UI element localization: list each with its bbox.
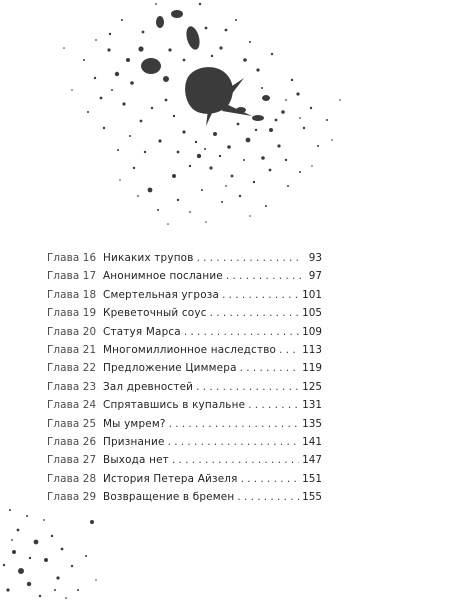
chapter-title: Выхода нет [103, 454, 169, 467]
page-number: 113 [302, 343, 322, 356]
chapter-number: Глава 18 [47, 288, 97, 301]
toc-entry[interactable] [47, 267, 322, 285]
dot-leader [210, 304, 300, 322]
dot-leader [237, 488, 299, 506]
toc-entry[interactable] [47, 323, 322, 341]
page-number: 119 [302, 362, 322, 375]
title-and-leader [103, 267, 304, 285]
chapter-number: Глава 20 [47, 325, 97, 338]
toc-entry[interactable] [47, 433, 322, 451]
dot-leader [248, 396, 299, 414]
title-and-leader [103, 433, 302, 451]
toc-entry[interactable] [47, 396, 322, 414]
chapter-number: Глава 27 [47, 454, 97, 467]
title-and-leader [103, 396, 302, 414]
title-and-leader [103, 378, 302, 396]
dot-leader [279, 341, 299, 359]
title-and-leader [103, 451, 302, 469]
page-number: 151 [302, 472, 322, 485]
title-and-leader [103, 470, 302, 488]
title-and-leader [103, 488, 302, 506]
page-number: 135 [302, 417, 322, 430]
page-number: 125 [302, 380, 322, 393]
title-and-leader [103, 249, 304, 267]
chapter-number: Глава 29 [47, 491, 97, 504]
title-and-leader [103, 415, 302, 433]
page-number: 147 [302, 454, 322, 467]
page-number: 93 [308, 252, 322, 264]
chapter-number: Глава 23 [47, 380, 97, 393]
page-number: 101 [302, 288, 322, 301]
page-number: 155 [302, 491, 322, 504]
dot-leader [240, 359, 300, 377]
chapter-number: Глава 21 [47, 343, 97, 356]
dot-leader [172, 451, 299, 469]
title-and-leader [103, 323, 302, 341]
chapter-title: Смертельная угроза [103, 288, 220, 301]
chapter-number: Глава 24 [47, 399, 97, 412]
chapter-title: Возвращение в бремен [103, 491, 235, 504]
chapter-title: Спрятавшись в купальне [103, 399, 246, 412]
toc-entry[interactable] [47, 415, 322, 433]
page-number: 105 [302, 307, 322, 320]
dot-leader [169, 415, 300, 433]
chapter-number: Глава 19 [47, 307, 97, 320]
dot-leader [226, 267, 301, 285]
toc-entry[interactable] [47, 359, 322, 377]
dot-leader [196, 378, 299, 396]
toc-entry[interactable] [47, 286, 322, 304]
chapter-number: Глава 17 [47, 270, 97, 283]
table-of-contents [47, 249, 322, 506]
chapter-title: Креветочный соус [103, 307, 207, 320]
chapter-title: Статуя Марса [103, 325, 181, 338]
chapter-title: Признание [103, 435, 165, 448]
page-number: 131 [302, 399, 322, 412]
chapter-title: Многомиллионное наследство [103, 343, 277, 356]
toc-entry[interactable] [47, 470, 322, 488]
chapter-number: Глава 16 [47, 252, 97, 264]
chapter-title: История Петера Айзеля [103, 472, 238, 485]
chapter-number: Глава 25 [47, 417, 97, 430]
dot-leader [168, 433, 300, 451]
dot-leader [241, 470, 300, 488]
dot-leader [197, 249, 301, 267]
toc-entry[interactable] [47, 249, 322, 267]
title-and-leader [103, 359, 302, 377]
title-and-leader [103, 341, 302, 359]
toc-entry[interactable] [47, 304, 322, 322]
page-number: 109 [302, 325, 322, 338]
chapter-number: Глава 28 [47, 472, 97, 485]
chapter-title: Анонимное послание [103, 270, 223, 283]
toc-entry[interactable] [47, 378, 322, 396]
chapter-title: Мы умрем? [103, 417, 166, 430]
chapter-number: Глава 22 [47, 362, 97, 375]
chapter-title: Никаких трупов [103, 252, 194, 264]
chapter-title: Предложение Циммера [103, 362, 237, 375]
page-number: 97 [308, 270, 322, 283]
page-number: 141 [302, 435, 322, 448]
dot-leader [222, 286, 299, 304]
dot-leader [184, 323, 299, 341]
chapter-title: Зал древностей [103, 380, 194, 393]
toc-entry[interactable] [47, 341, 322, 359]
chapter-number: Глава 26 [47, 435, 97, 448]
toc-entry[interactable] [47, 488, 322, 506]
title-and-leader [103, 286, 302, 304]
title-and-leader [103, 304, 302, 322]
toc-entry[interactable] [47, 451, 322, 469]
